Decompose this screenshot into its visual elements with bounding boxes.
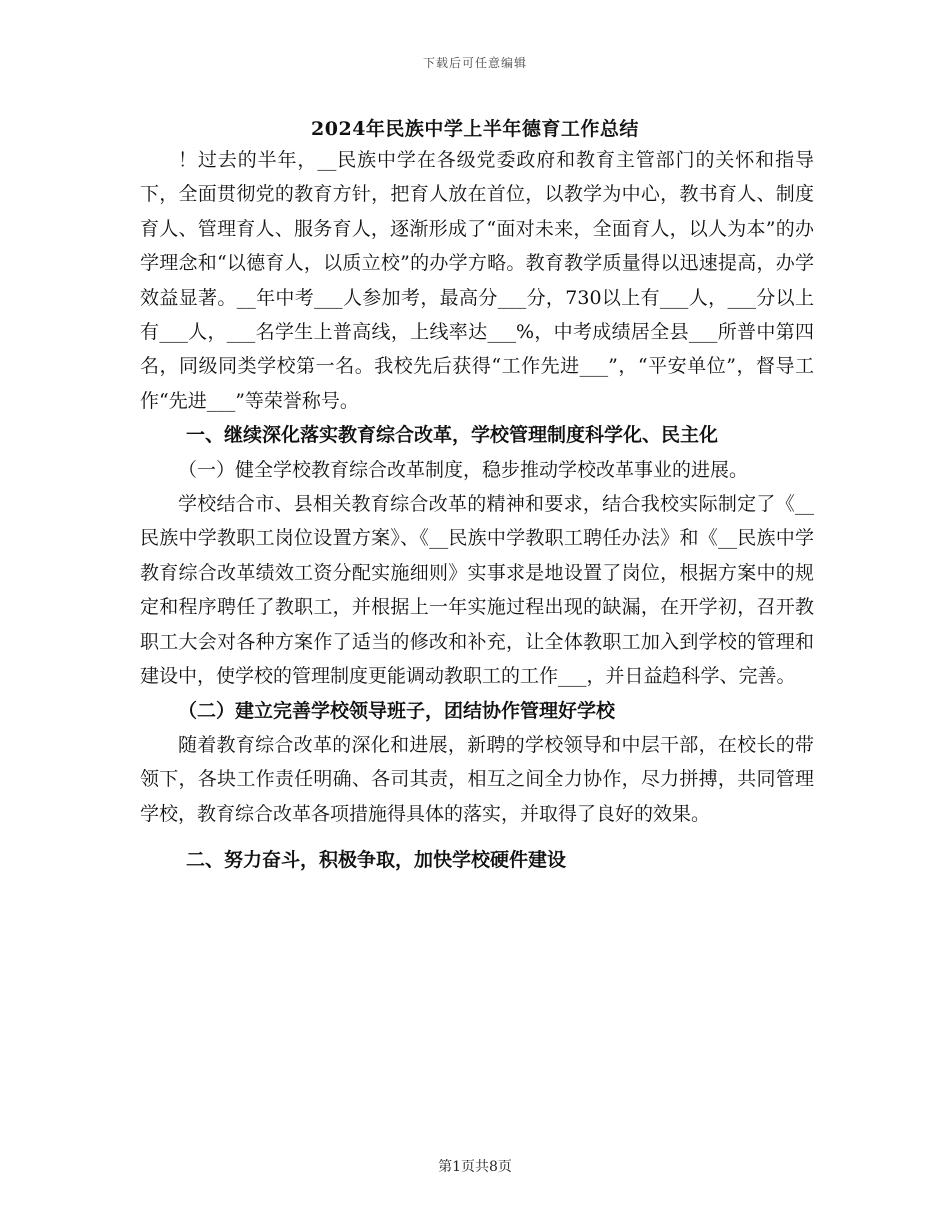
body-paragraph-1: 学校结合市、县相关教育综合改革的精神和要求，结合我校实际制定了《__民族中学教职工岗位设置方案》、《__民族中学教职工聘任办法》和《__民族中学教育综合改革绩效工资分配实施细则》实事求是地设置了岗位，根据方案中的规定和程序聘任了教职工，并根据上一年实施过程出现的缺漏，在开学初，召开教职工大会对各种方案作了适当的修改和补充，让全体教职工加入到学校的管理和建设中，使学校的管理制度更能调动教职工的工作___，并日益趋科学、完善。 xyxy=(140,493,814,688)
page-footer: 第1页共8页 xyxy=(438,1159,512,1175)
header-note: 下载后可任意编辑 xyxy=(422,56,527,70)
body-paragraph-2: 随着教育综合改革的深化和进展，新聘的学校领导和中层干部，在校长的带领下，各块工作责任明确、各司其责，相互之间全力协作，尽力拼搏，共同管理学校，教育综合改革各项措施得具体的落实，并取得了良好的效果。 xyxy=(140,733,814,825)
subsection-heading-2: （二）建立完善学校领导班子，团结协作管理好学校 xyxy=(178,699,616,722)
page-title: 2024年民族中学上半年德育工作总结 xyxy=(311,118,639,140)
subsection-paragraph-1: （一）健全学校教育综合改革制度，稳步推动学校改革事业的进展。 xyxy=(178,458,749,481)
section-heading-1: 一、继续深化落实教育综合改革，学校管理制度科学化、民主化 xyxy=(186,424,719,447)
intro-paragraph: ！过去的半年，__民族中学在各级党委政府和教育主管部门的关怀和指导下，全面贯彻党的教育方针，把育人放在首位，以教学为中心，教书育人、制度育人、管理育人、服务育人，逐渐形成了“面对未来，全面育人，以人为本”的办学理念和“以德育人，以质立校”的办学方略。教育教学质量得以迅速提高，办学效益显著。__年中考___人参加考，最高分___分，730以上有___人，___分以上有___人，___名学生上普高线，上线率达___%，中考成绩居全县___所普中第四名，同级同类学校第一名。我校先后获得“工作先进___”，“平安单位”，督导工作“先进___”等荣誉称号。 xyxy=(140,149,814,412)
section-heading-2: 二、努力奋斗，积极争取，加快学校硬件建设 xyxy=(186,849,567,872)
document-body xyxy=(140,143,814,878)
